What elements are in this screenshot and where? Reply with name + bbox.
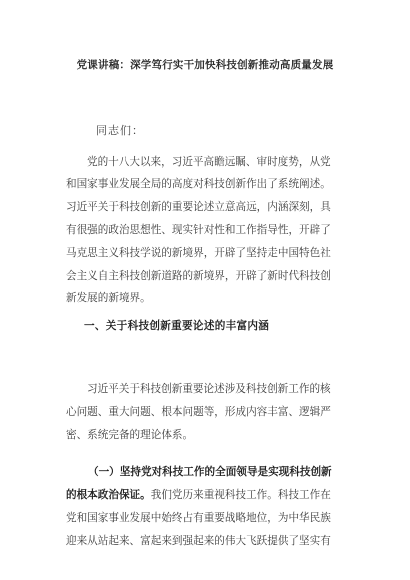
paragraph-line: 有很强的政治思想性、现实针对性和工作指导性，开辟了 (66, 224, 331, 236)
subsection-heading: （一）坚持党对科技工作的全面领导是实现科技创新 (88, 466, 332, 478)
paragraph-line: 新发展的新境界。 (66, 292, 151, 304)
paragraph-line: 党的十八大以来，习近平高瞻远瞩、审时度势，从党 (87, 156, 331, 168)
section-heading: 一、关于科技创新重要论述的丰富内涵 (84, 320, 270, 332)
paragraph-line: 习近平关于科技创新的重要论述立意高远，内涵深刻，具 (66, 201, 331, 213)
paragraph-line: 马克思主义科技学说的新境界，开辟了坚持走中国特色社 (66, 247, 331, 259)
document-title: 党课讲稿：深学笃行实干加快科技创新推动高质量发展 (76, 59, 334, 71)
paragraph-line (66, 487, 356, 503)
paragraph-line: 习近平关于科技创新重要论述涉及科技创新工作的核 (87, 383, 331, 395)
paragraph-line: 密、系统完备的理论体系。 (66, 429, 194, 441)
paragraph-line: 会主义自主科技创新道路的新境界，开辟了新时代科技创 (66, 270, 331, 282)
paragraph-line: 迎来从站起来、富起来到强起来的伟大飞跃提供了坚实有 (66, 535, 331, 547)
salutation: 同志们： (96, 124, 144, 137)
paragraph-line: 心问题、重大问题、根本问题等，形成内容丰富、逻辑严 (66, 406, 331, 418)
subsection-heading-end: 的根本政治保证。 (66, 489, 151, 501)
paragraph-line: 党和国家事业发展中始终占有重要战略地位，为中华民族 (66, 512, 331, 524)
paragraph-text: 我们党历来重视科技工作。科技工作在 (150, 489, 331, 501)
paragraph-line: 和国家事业发展全局的高度对科技创新作出了系统阐述。 (66, 178, 331, 190)
